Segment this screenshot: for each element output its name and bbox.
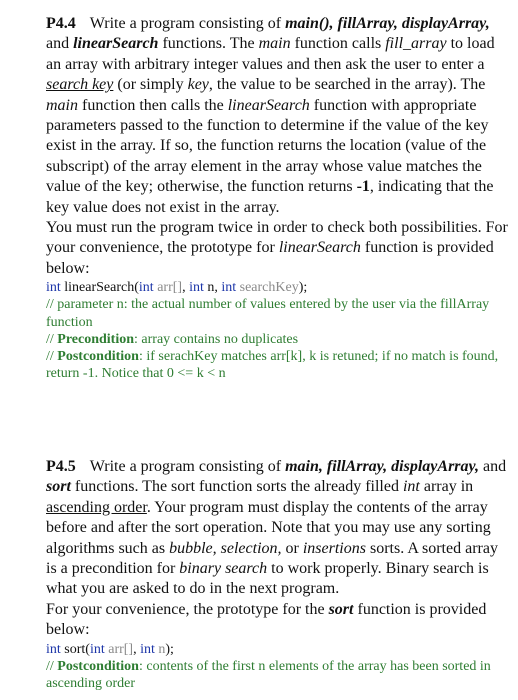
italic-linearsearch: linearSearch <box>227 96 310 114</box>
comment-slashes: // <box>46 349 58 365</box>
code-text: sort( <box>60 641 90 657</box>
text: sorts. A sorted array is a precondition for <box>46 539 498 578</box>
text: to load an array with arbitrary integer values and then ask the user to enter a <box>46 35 495 73</box>
italic-algorithms: bubble, selection, <box>169 539 282 557</box>
p4-4-description <box>46 14 508 279</box>
postcondition-label: Postcondition <box>57 349 139 365</box>
text: functions. The sort function sorts the already filled <box>70 478 403 496</box>
text: function then calls the <box>78 96 228 114</box>
p4-5-description <box>46 457 508 641</box>
text: array in <box>419 478 474 496</box>
italic-binary-search: binary search <box>179 560 268 578</box>
function-names: main(), fillArray, displayArray, <box>285 15 490 32</box>
p4-5-comment-postcondition <box>46 658 508 692</box>
comment-text: : if serachKey matches arr[k], k is retuned; if no match is found, return -1. Notice that 0 <= k < n <box>46 349 499 382</box>
p4-5-prototype <box>46 641 508 658</box>
comment-text: : contents of the first n elements of the array has been sorted in ascending order <box>46 658 491 692</box>
text: Write a program consisting of <box>89 15 286 32</box>
code-text: ); <box>298 280 308 296</box>
comment-text: : array contains no duplicates <box>134 331 299 347</box>
text: , indicating that the key value does not exist in the array. <box>46 178 494 216</box>
code-text: ); <box>165 641 174 657</box>
italic-main: main <box>258 35 291 53</box>
p4-4-comment-precondition <box>46 331 508 348</box>
p4-4-heading: P4.4 <box>46 15 76 32</box>
code-keyword: int <box>46 641 61 657</box>
code-param: arr[] <box>104 641 134 657</box>
code-text: , <box>133 641 141 657</box>
function-name-linearsearch: linearSearch <box>73 35 159 53</box>
comment-slashes: // <box>46 331 58 347</box>
text: function calls <box>290 35 386 53</box>
italic-main: main <box>46 96 78 114</box>
text: For your convenience, the prototype for the <box>46 600 329 618</box>
text: function is provided below: <box>46 239 494 277</box>
postcondition-label: Postcondition <box>57 658 139 674</box>
code-keyword: int <box>138 280 154 296</box>
p4-4-comment-parameter: // parameter n: the actual number of values entered by the user via the fillArray function <box>46 297 490 330</box>
text: (or simply <box>113 76 188 94</box>
code-keyword: int <box>189 280 204 296</box>
italic-fill-array: fill_array <box>385 35 447 53</box>
code-param: searchKey <box>236 280 299 296</box>
code-text: linearSearch( <box>60 280 139 296</box>
italic-int: int <box>402 478 420 496</box>
text: to work properly. Binary search is what you are asked to do in the next program. <box>46 560 489 598</box>
code-param: n <box>154 641 166 657</box>
italic-key: key <box>187 76 209 94</box>
problem-p4-4 <box>46 14 508 383</box>
code-text: n, <box>203 280 222 296</box>
text: Write a program consisting of <box>89 458 286 475</box>
precondition-label: Precondition <box>57 331 135 347</box>
text: . Your program must display the contents of the array before and after the sort operation. Note that you may use any sorting algorithms such as <box>46 498 491 557</box>
code-keyword: int <box>46 280 61 296</box>
text: and <box>46 35 74 53</box>
text: , the value to be searched in the array). The <box>208 76 486 94</box>
text: You must run the program twice in order to check both possibilities. For your convenience, the prototype for <box>46 219 508 257</box>
p4-4-prototype <box>46 279 508 296</box>
p4-4-comment-postcondition <box>46 348 508 382</box>
code-param: arr[] <box>153 280 183 296</box>
italic-linearsearch: linearSearch <box>278 239 361 257</box>
code-keyword: int <box>89 641 105 657</box>
search-key-term: search key <box>46 76 114 94</box>
text: function is provided below: <box>46 600 487 639</box>
text: functions. The <box>158 35 259 53</box>
function-name-sort: sort <box>46 478 71 496</box>
return-value: -1 <box>356 178 370 196</box>
p4-5-heading: P4.5 <box>46 458 76 475</box>
text: or <box>281 539 303 557</box>
comment-slashes: // <box>46 658 58 674</box>
problem-p4-5 <box>46 457 508 692</box>
italic-insertions: insertions <box>302 539 366 557</box>
text: and <box>479 458 507 475</box>
code-keyword: int <box>221 280 237 296</box>
ascending-order-term: ascending order <box>46 498 147 516</box>
function-names: main, fillArray, displayArray, <box>285 458 480 475</box>
function-name-sort: sort <box>328 600 354 618</box>
text: function with appropriate parameters passed to the function to determine if the value of the key exist in the array. If so, the function returns the location (value of the subscript) of the array element in the array whose value matches the value of the key; otherwise, the function returns <box>46 96 489 196</box>
code-keyword: int <box>140 641 155 657</box>
code-text: , <box>182 280 190 296</box>
